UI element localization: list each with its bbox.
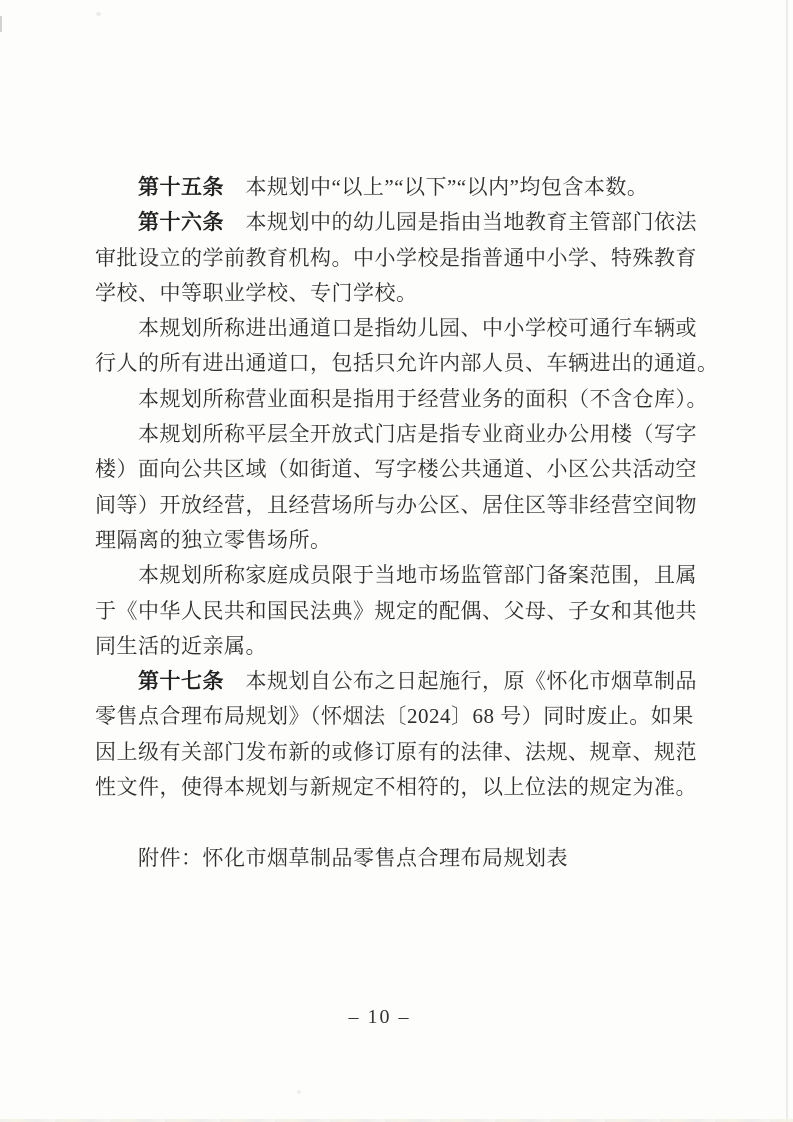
text-run: 于《中华人民共和国民法典》规定的配偶、父母、子女和其他共: [95, 598, 697, 623]
article-number: 第十六条: [138, 210, 224, 235]
text-run: 本规划所称平层全开放式门店是指专业商业办公用楼（写字: [95, 422, 697, 447]
scan-speck: [297, 1090, 301, 1094]
text-line: [95, 558, 695, 593]
text-line: [95, 523, 695, 558]
page-number: – 10 –: [348, 1006, 411, 1028]
text-run: 理隔离的独立零售场所。: [95, 527, 332, 552]
text-line: [95, 805, 695, 840]
text-run: 学校、中等职业学校、专门学校。: [95, 280, 418, 305]
text-run: 行人的所有进出通道口，包括只允许内部人员、车辆进出的通道。: [95, 351, 719, 376]
text-line: [95, 735, 695, 770]
text-run: 间等）开放经营，且经营场所与办公区、居住区等非经营空间物: [95, 492, 697, 517]
text-line: [95, 841, 695, 876]
text-line: [95, 170, 695, 205]
text-run: 零售点合理布局规划》（怀烟法〔2024〕68 号）同时废止。如果: [95, 704, 694, 729]
scan-fold-line: [786, 0, 788, 1122]
text-run: 本规划所称进出通道口是指幼儿园、中小学校可通行车辆或: [95, 316, 697, 341]
text-line: [95, 770, 695, 805]
text-run: 本规划所称家庭成员限于当地市场监管部门备案范围，且属: [95, 563, 697, 588]
article-number: 第十七条: [138, 669, 224, 694]
article-number: 第十五条: [138, 175, 224, 199]
text-run: 附件：怀化市烟草制品零售点合理布局规划表: [95, 845, 568, 870]
text-line: [95, 629, 695, 664]
text-run: 因上级有关部门发布新的或修订原有的法律、法规、规章、规范: [95, 739, 697, 764]
text-run: 本规划自公布之日起施行，原《怀化市烟草制品: [224, 669, 697, 694]
text-run: 本规划中的幼儿园是指由当地教育主管部门依法: [224, 210, 697, 235]
text-line: [95, 417, 695, 452]
document-body: [95, 170, 719, 876]
scan-speck: [96, 12, 101, 16]
text-line: [95, 276, 695, 311]
text-line: [95, 311, 695, 346]
text-run: 同生活的近亲属。: [95, 633, 267, 658]
text-run: 本规划所称营业面积是指用于经营业务的面积（不含仓库）。: [95, 386, 708, 411]
text-run: 本规划中“以上”“以下”“以内”均包含本数。: [224, 175, 649, 199]
text-line: [95, 664, 695, 699]
text-run: 审批设立的学前教育机构。中小学校是指普通中小学、特殊教育: [95, 245, 697, 270]
text-line: [95, 346, 719, 381]
text-run: [95, 175, 138, 199]
text-line: [95, 382, 708, 417]
text-line: [95, 699, 695, 734]
text-run: 楼）面向公共区域（如街道、写字楼公共通道、小区公共活动空: [95, 457, 697, 482]
text-line: [95, 488, 695, 523]
text-run: [95, 210, 138, 234]
text-line: [95, 241, 695, 276]
text-line: [95, 205, 695, 240]
text-line: [95, 594, 695, 629]
text-run: 性文件，使得本规划与新规定不相符的，以上位法的规定为准。: [95, 775, 697, 800]
text-run: [95, 669, 138, 693]
text-line: [95, 452, 695, 487]
scan-edge-mark: [0, 16, 2, 32]
